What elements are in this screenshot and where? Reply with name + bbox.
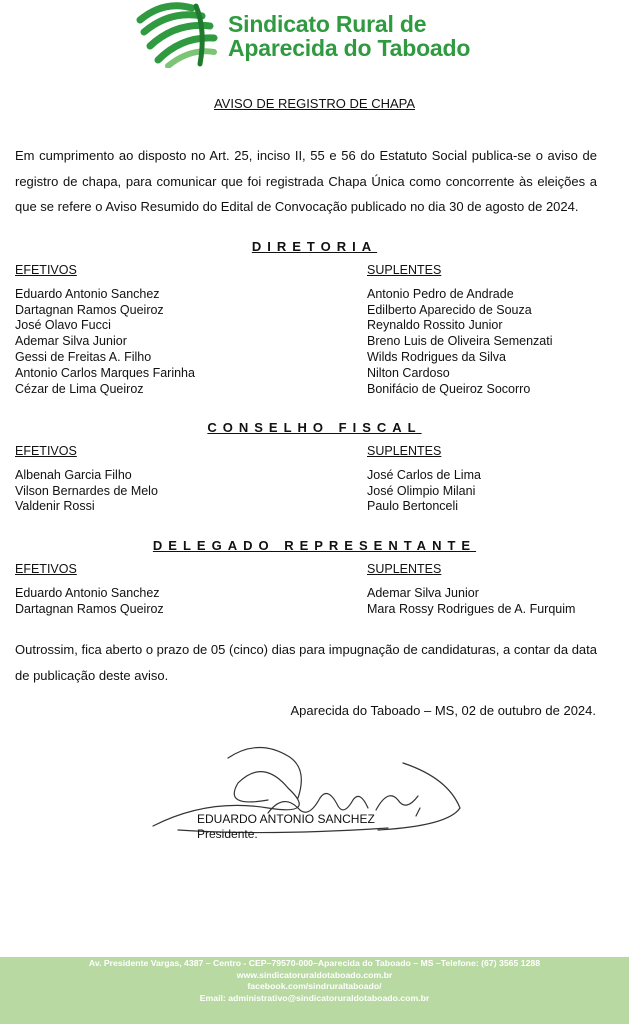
list-item: Dartagnan Ramos Queiroz [15,601,164,616]
list-item: Wilds Rodrigues da Silva [367,349,506,364]
delegado-suplentes-column [367,562,575,617]
footer-contact-bar [0,957,629,1024]
list-item: José Olimpio Milani [367,483,476,498]
column-heading: SUPLENTES [367,562,442,576]
organization-name-line1: Sindicato Rural de [228,11,427,37]
document-title: AVISO DE REGISTRO DE CHAPA [213,96,416,111]
leaf-stripes-logo-icon [134,2,218,68]
footer-website-link[interactable]: www.sindicatoruraldotaboado.com.br [236,969,393,980]
column-heading: EFETIVOS [15,263,77,277]
signatory-role: Presidente. [197,827,258,841]
list-item: Ademar Silva Junior [367,585,479,600]
footer-address: Av. Presidente Vargas, 4387 – Centro - CEP–79570-000–Aparecida do Taboado – MS –Telefone: (67) 3565 1288 [88,958,541,968]
date-location-line: Aparecida do Taboado – MS, 02 de outubro de 2024. [290,703,596,718]
list-item: Eduardo Antonio Sanchez [15,286,160,301]
conselho-suplentes-column [367,444,481,515]
column-heading: EFETIVOS [15,444,77,458]
list-item: Reynaldo Rossito Junior [367,318,503,333]
column-heading: SUPLENTES [367,444,442,458]
list-item: Antonio Pedro de Andrade [367,286,514,301]
diretoria-suplentes-column [367,263,553,397]
section-title-delegado-representante: DELEGADO REPRESENTANTE [152,538,477,553]
conselho-efetivos-column [15,444,158,515]
signatory-block [197,812,375,842]
list-item: Valdenir Rossi [15,499,95,514]
footer-email-link[interactable]: Email: administrativo@sindicatoruraldotaboado.com.br [199,992,430,1003]
footer-facebook-link[interactable]: facebook.com/sindruraltaboado/ [247,981,382,991]
list-item: Paulo Bertonceli [367,499,459,514]
closing-paragraph: Outrossim, fica aberto o prazo de 05 (cinco) dias para impugnação de candidaturas, a contar da data de publicação deste aviso. [15,642,597,683]
list-item: Gessi de Freitas A. Filho [15,349,152,364]
list-item: Bonifácio de Queiroz Socorro [367,381,531,396]
delegado-efetivos-column [15,562,164,617]
signatory-name: EDUARDO ANTONIO SANCHEZ [197,812,375,826]
list-item: José Olavo Fucci [15,318,111,333]
list-item: Eduardo Antonio Sanchez [15,585,160,600]
letterhead [0,0,629,72]
organization-name-line2: Aparecida do Taboado [228,35,471,61]
section-title-diretoria: DIRETORIA [251,239,378,254]
list-item: Edilberto Aparecido de Souza [367,302,532,317]
column-heading: SUPLENTES [367,263,442,277]
list-item: Cézar de Lima Queiroz [15,381,144,396]
diretoria-efetivos-column [15,263,195,397]
intro-paragraph: Em cumprimento ao disposto no Art. 25, inciso II, 55 e 56 do Estatuto Social publica-se o aviso de registro de chapa, para comunicar que foi registrada Chapa Única como concorrente às eleições a que se refere o Aviso Resumido do Edital de Convocação publicado no dia 30 de agosto de 2024. [15,148,597,214]
list-item: Dartagnan Ramos Queiroz [15,302,164,317]
section-title-conselho-fiscal: CONSELHO FISCAL [207,420,422,435]
list-item: José Carlos de Lima [367,467,481,482]
organization-name [228,12,470,60]
list-item: Breno Luis de Oliveira Semenzati [367,334,553,349]
list-item: Mara Rossy Rodrigues de A. Furquim [367,601,576,616]
column-heading: EFETIVOS [15,562,77,576]
list-item: Nilton Cardoso [367,365,450,380]
list-item: Ademar Silva Junior [15,334,127,349]
list-item: Vilson Bernardes de Melo [15,483,158,498]
list-item: Antonio Carlos Marques Farinha [15,365,195,380]
list-item: Albenah Garcia Filho [15,467,132,482]
